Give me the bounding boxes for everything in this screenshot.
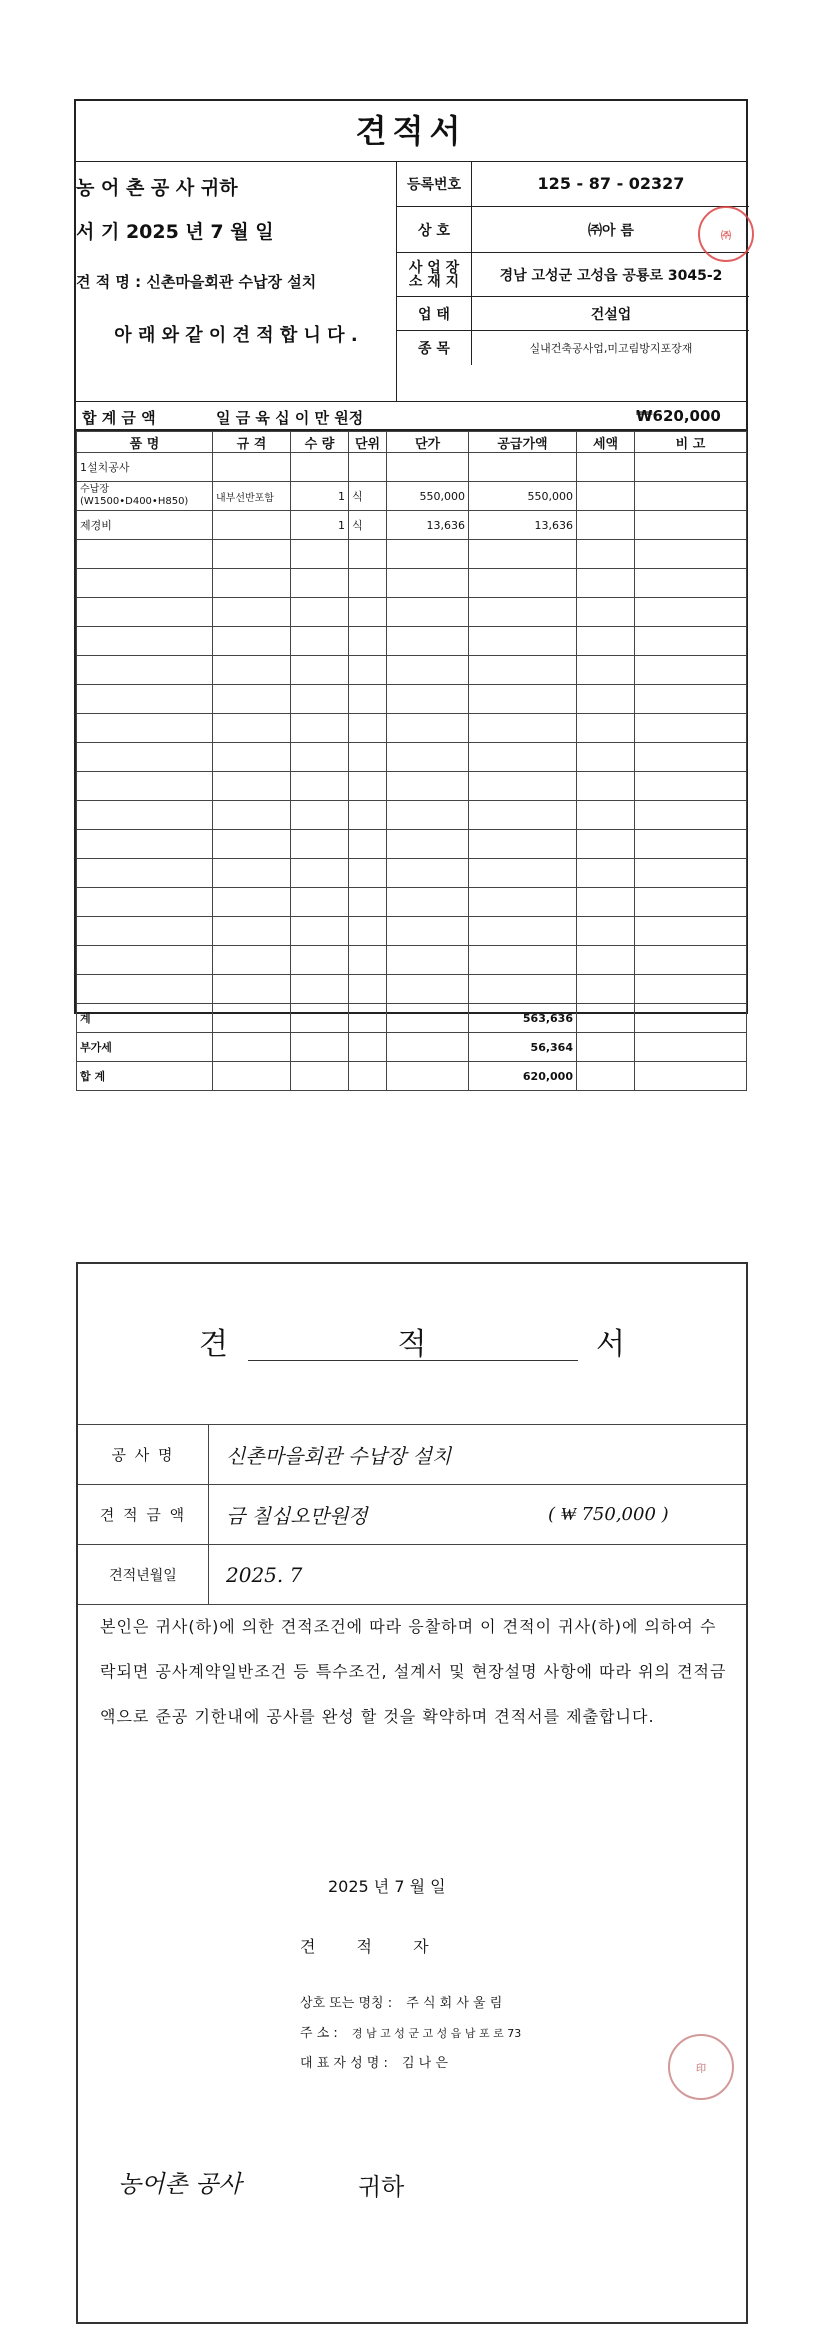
page-title: 견적서 (76, 101, 746, 162)
table-row (77, 511, 747, 540)
table-cell (635, 801, 747, 830)
company-seal: ㈜ (698, 206, 754, 262)
table-cell (213, 830, 291, 859)
rep-line-label: 대 표 자 성 명 : (300, 2056, 388, 2071)
company-line-label: 상호 또는 명칭 : (300, 1996, 393, 2011)
table-cell (349, 656, 387, 685)
table-cell (469, 946, 577, 975)
table-cell (291, 685, 349, 714)
table-cell (577, 1062, 635, 1091)
table-cell (387, 801, 469, 830)
table-cell (387, 859, 469, 888)
table-cell (577, 453, 635, 482)
table-cell (77, 540, 213, 569)
project-label: 공 사 명 (78, 1425, 209, 1484)
table-row (77, 859, 747, 888)
reg-no: 125 - 87 - 02327 (537, 174, 685, 193)
table-cell (387, 453, 469, 482)
business-label: 업 태 (397, 297, 472, 330)
item-label: 종 목 (397, 331, 472, 365)
table-cell (349, 888, 387, 917)
reg-no-row (397, 161, 749, 207)
table-cell (213, 598, 291, 627)
table-cell (213, 743, 291, 772)
table-cell (635, 975, 747, 1004)
table-cell (635, 888, 747, 917)
table-cell (77, 656, 213, 685)
table-cell (577, 917, 635, 946)
table-cell (635, 453, 747, 482)
column-header: 품 명 (77, 432, 213, 453)
table-cell (387, 569, 469, 598)
table-cell (213, 917, 291, 946)
table-cell (213, 975, 291, 1004)
table-cell (635, 511, 747, 540)
table-row (77, 714, 747, 743)
table-cell (291, 888, 349, 917)
table-cell (577, 801, 635, 830)
table-cell (291, 917, 349, 946)
table-cell (349, 627, 387, 656)
table-cell: 550,000 (387, 482, 469, 511)
table-cell (469, 888, 577, 917)
table-cell: 620,000 (469, 1062, 577, 1091)
table-cell: 1 (291, 482, 349, 511)
table-row (77, 656, 747, 685)
letter-info-box (78, 1424, 746, 1587)
estimate-name-line (76, 271, 396, 292)
column-header: 세액 (577, 432, 635, 453)
table-cell (635, 859, 747, 888)
table-cell (291, 1033, 349, 1062)
table-cell: 13,636 (469, 511, 577, 540)
table-row (77, 772, 747, 801)
table-cell (213, 1004, 291, 1033)
table-cell (291, 772, 349, 801)
company-line-value: 주 식 회 사 울 림 (406, 1996, 503, 2011)
table-cell (635, 598, 747, 627)
table-cell (349, 1033, 387, 1062)
table-cell (77, 946, 213, 975)
sign-date: 2025 년 7 월 일 (328, 1877, 446, 1896)
business: 건설업 (590, 306, 632, 323)
table-cell (577, 772, 635, 801)
table-cell (77, 743, 213, 772)
grand-row (77, 1062, 747, 1091)
table-cell: 1 (291, 511, 349, 540)
table-cell (213, 714, 291, 743)
address-line-value: 경 남 고 성 군 고 성 읍 남 포 로 73 (351, 2027, 522, 2040)
address-line (300, 2022, 521, 2041)
amount-figure: ( ₩ 750,000 ) (548, 1504, 669, 1525)
date-label: 견적년월일 (78, 1545, 209, 1604)
table-cell (635, 482, 747, 511)
table-cell: 13,636 (387, 511, 469, 540)
table-cell (77, 917, 213, 946)
table-cell (577, 714, 635, 743)
table-row (77, 743, 747, 772)
table-cell (635, 714, 747, 743)
item-row (397, 331, 749, 365)
table-cell (213, 888, 291, 917)
total-amount: ₩620,000 (636, 407, 721, 425)
table-cell (577, 975, 635, 1004)
estimate-sheet (74, 99, 748, 1083)
table-cell: 식 (349, 482, 387, 511)
table-cell: 식 (349, 511, 387, 540)
table-cell: 부가세 (77, 1033, 213, 1062)
table-cell (635, 772, 747, 801)
table-cell (387, 888, 469, 917)
table-row (77, 888, 747, 917)
table-cell (469, 917, 577, 946)
table-cell (469, 656, 577, 685)
table-cell (577, 540, 635, 569)
table-cell (387, 1062, 469, 1091)
table-cell (469, 685, 577, 714)
table-cell (635, 1004, 747, 1033)
address: 경남 고성군 고성읍 공룡로 3045-2 (499, 267, 723, 284)
table-cell (635, 627, 747, 656)
table-cell (577, 830, 635, 859)
table-cell (577, 569, 635, 598)
rep-line-value: 김 나 은 (401, 2056, 448, 2071)
table-cell (291, 859, 349, 888)
table-cell (349, 1062, 387, 1091)
table-cell (213, 859, 291, 888)
representative-seal: 印 (668, 2034, 734, 2100)
table-row (77, 482, 747, 511)
table-cell (291, 801, 349, 830)
table-cell (291, 598, 349, 627)
table-cell (577, 511, 635, 540)
table-cell (291, 743, 349, 772)
table-cell: 계 (77, 1004, 213, 1033)
table-cell (291, 975, 349, 1004)
table-cell (349, 569, 387, 598)
table-cell (291, 830, 349, 859)
table-cell (635, 1033, 747, 1062)
table-cell (577, 656, 635, 685)
date-line: 서 기 2025 년 7 월 일 (76, 221, 274, 243)
table-cell (349, 830, 387, 859)
table-cell (291, 946, 349, 975)
table-cell (349, 540, 387, 569)
table-cell (469, 830, 577, 859)
table-cell (577, 685, 635, 714)
table-cell (577, 888, 635, 917)
table-cell (213, 772, 291, 801)
table-cell (387, 772, 469, 801)
address-line-label: 주 소 : (300, 2026, 338, 2041)
table-cell: 제경비 (77, 511, 213, 540)
items-table (76, 431, 747, 1091)
company-row (397, 207, 749, 253)
date-row (78, 1545, 746, 1605)
table-cell (635, 946, 747, 975)
table-row (77, 801, 747, 830)
table-cell (349, 772, 387, 801)
table-cell (77, 627, 213, 656)
rep-line (300, 2052, 448, 2071)
table-cell (213, 656, 291, 685)
supplier-info (396, 161, 749, 401)
table-cell (349, 598, 387, 627)
company-line (300, 1992, 502, 2011)
company-name: ㈜아 름 (588, 222, 634, 239)
table-cell (635, 569, 747, 598)
column-header: 규 격 (213, 432, 291, 453)
table-cell (387, 714, 469, 743)
table-cell (77, 685, 213, 714)
table-cell (469, 743, 577, 772)
table-cell (213, 627, 291, 656)
table-row (77, 830, 747, 859)
title-underline (248, 1360, 578, 1361)
table-cell (77, 859, 213, 888)
table-cell (387, 830, 469, 859)
company-label: 상 호 (397, 207, 472, 252)
table-row (77, 598, 747, 627)
table-cell (213, 1033, 291, 1062)
table-cell (291, 714, 349, 743)
table-cell (349, 801, 387, 830)
table-row (77, 917, 747, 946)
total-words: 일 금 육 십 이 만 원정 (216, 409, 364, 427)
table-cell (387, 627, 469, 656)
table-cell (387, 743, 469, 772)
table-cell (291, 540, 349, 569)
table-cell (77, 772, 213, 801)
business-row (397, 297, 749, 331)
table-cell (77, 830, 213, 859)
column-header: 단가 (387, 432, 469, 453)
table-cell (577, 859, 635, 888)
table-cell (469, 772, 577, 801)
amount-words: 금 칠십오만원정 (226, 1504, 368, 1528)
table-cell (349, 917, 387, 946)
table-cell: 1설치공사 (77, 453, 213, 482)
table-cell (291, 656, 349, 685)
table-row (77, 627, 747, 656)
letter-title: 견 적 서 (198, 1327, 705, 1362)
table-row (77, 453, 747, 482)
table-cell (349, 685, 387, 714)
table-cell (469, 714, 577, 743)
table-cell (387, 946, 469, 975)
vat-row (77, 1033, 747, 1062)
table-cell (635, 656, 747, 685)
project-row (78, 1425, 746, 1485)
table-row (77, 946, 747, 975)
table-cell (387, 917, 469, 946)
table-cell (635, 830, 747, 859)
address-label: 사 업 장 소 재 지 (397, 253, 472, 296)
recipient: 농 어 촌 공 사 귀하 (76, 177, 238, 199)
table-row (77, 540, 747, 569)
bidder-label: 견 적 자 (300, 1937, 447, 1956)
header-left (76, 161, 396, 401)
statement: 아 래 와 같 이 견 적 합 니 다 . (114, 325, 358, 346)
amount-row (78, 1485, 746, 1545)
amount-label: 견 적 금 액 (78, 1485, 209, 1544)
table-cell (635, 917, 747, 946)
table-cell: 내부선반포함 (213, 482, 291, 511)
total-amount-row (76, 401, 746, 431)
table-cell (349, 975, 387, 1004)
table-cell (577, 743, 635, 772)
table-header-row (77, 432, 747, 453)
table-cell (635, 685, 747, 714)
table-cell (213, 685, 291, 714)
table-cell (469, 540, 577, 569)
table-cell (349, 453, 387, 482)
table-cell (77, 569, 213, 598)
table-cell (291, 627, 349, 656)
table-cell (77, 714, 213, 743)
table-cell (577, 1033, 635, 1062)
table-cell (387, 685, 469, 714)
table-cell (77, 598, 213, 627)
table-cell: 합 계 (77, 1062, 213, 1091)
table-cell (577, 1004, 635, 1033)
table-cell (291, 569, 349, 598)
estimate-name-label: 견 적 명 : (76, 273, 142, 291)
column-header: 비 고 (635, 432, 747, 453)
table-cell (577, 946, 635, 975)
table-cell (213, 1062, 291, 1091)
table-row (77, 975, 747, 1004)
table-cell: 수납장 (W1500•D400•H850) (77, 482, 213, 511)
table-cell (213, 946, 291, 975)
table-cell (577, 482, 635, 511)
column-header: 단위 (349, 432, 387, 453)
table-cell (349, 714, 387, 743)
table-cell (213, 569, 291, 598)
table-cell (349, 859, 387, 888)
table-cell (349, 946, 387, 975)
table-cell (469, 801, 577, 830)
item: 실내건축공사업,미고림방지포장재 (529, 342, 693, 355)
bid-letter-sheet (76, 1262, 748, 2324)
table-cell (291, 1004, 349, 1033)
table-cell: 56,364 (469, 1033, 577, 1062)
table-cell (349, 1004, 387, 1033)
table-cell (469, 453, 577, 482)
project-name: 신촌마을회관 수납장 설치 (226, 1444, 452, 1468)
table-cell (77, 975, 213, 1004)
table-row (77, 569, 747, 598)
column-header: 공급가액 (469, 432, 577, 453)
table-cell (469, 569, 577, 598)
footer-gwiha: 귀하 (358, 2173, 405, 2201)
table-cell (469, 975, 577, 1004)
table-cell: 550,000 (469, 482, 577, 511)
table-cell (635, 1062, 747, 1091)
table-cell (387, 598, 469, 627)
table-cell (213, 540, 291, 569)
table-cell (635, 743, 747, 772)
address-row (397, 253, 749, 297)
table-cell (77, 888, 213, 917)
estimate-date: 2025. 7 (226, 1562, 303, 1587)
table-cell (77, 801, 213, 830)
table-cell (387, 1004, 469, 1033)
table-cell (213, 453, 291, 482)
letter-body: 본인은 귀사(하)에 의한 견적조건에 따라 응찰하며 이 견적이 귀사(하)에 의하여 수락되면 공사계약일반조건 등 특수조건, 설계서 및 현장설명 사항에 따라 위의 견적금액으로 준공 기한내에 공사를 완성 할 것을 확약하며 견적서를 제출합니다. (100, 1617, 727, 1726)
table-cell (387, 540, 469, 569)
table-cell (635, 540, 747, 569)
table-cell: 563,636 (469, 1004, 577, 1033)
table-cell (213, 511, 291, 540)
column-header: 수 량 (291, 432, 349, 453)
table-row (77, 685, 747, 714)
table-cell (577, 598, 635, 627)
footer-recipient: 농어촌 공사 (118, 2170, 242, 2198)
table-cell (469, 598, 577, 627)
table-cell (387, 1033, 469, 1062)
table-cell (291, 1062, 349, 1091)
total-label: 합 계 금 액 (82, 409, 156, 427)
estimate-name: 신촌마을회관 수납장 설치 (146, 273, 317, 291)
table-cell (577, 627, 635, 656)
table-cell (387, 975, 469, 1004)
subtotal-row (77, 1004, 747, 1033)
table-cell (387, 656, 469, 685)
reg-no-label: 등록번호 (397, 161, 472, 206)
table-cell (469, 627, 577, 656)
table-cell (469, 859, 577, 888)
table-cell (349, 743, 387, 772)
table-cell (213, 801, 291, 830)
table-cell (291, 453, 349, 482)
